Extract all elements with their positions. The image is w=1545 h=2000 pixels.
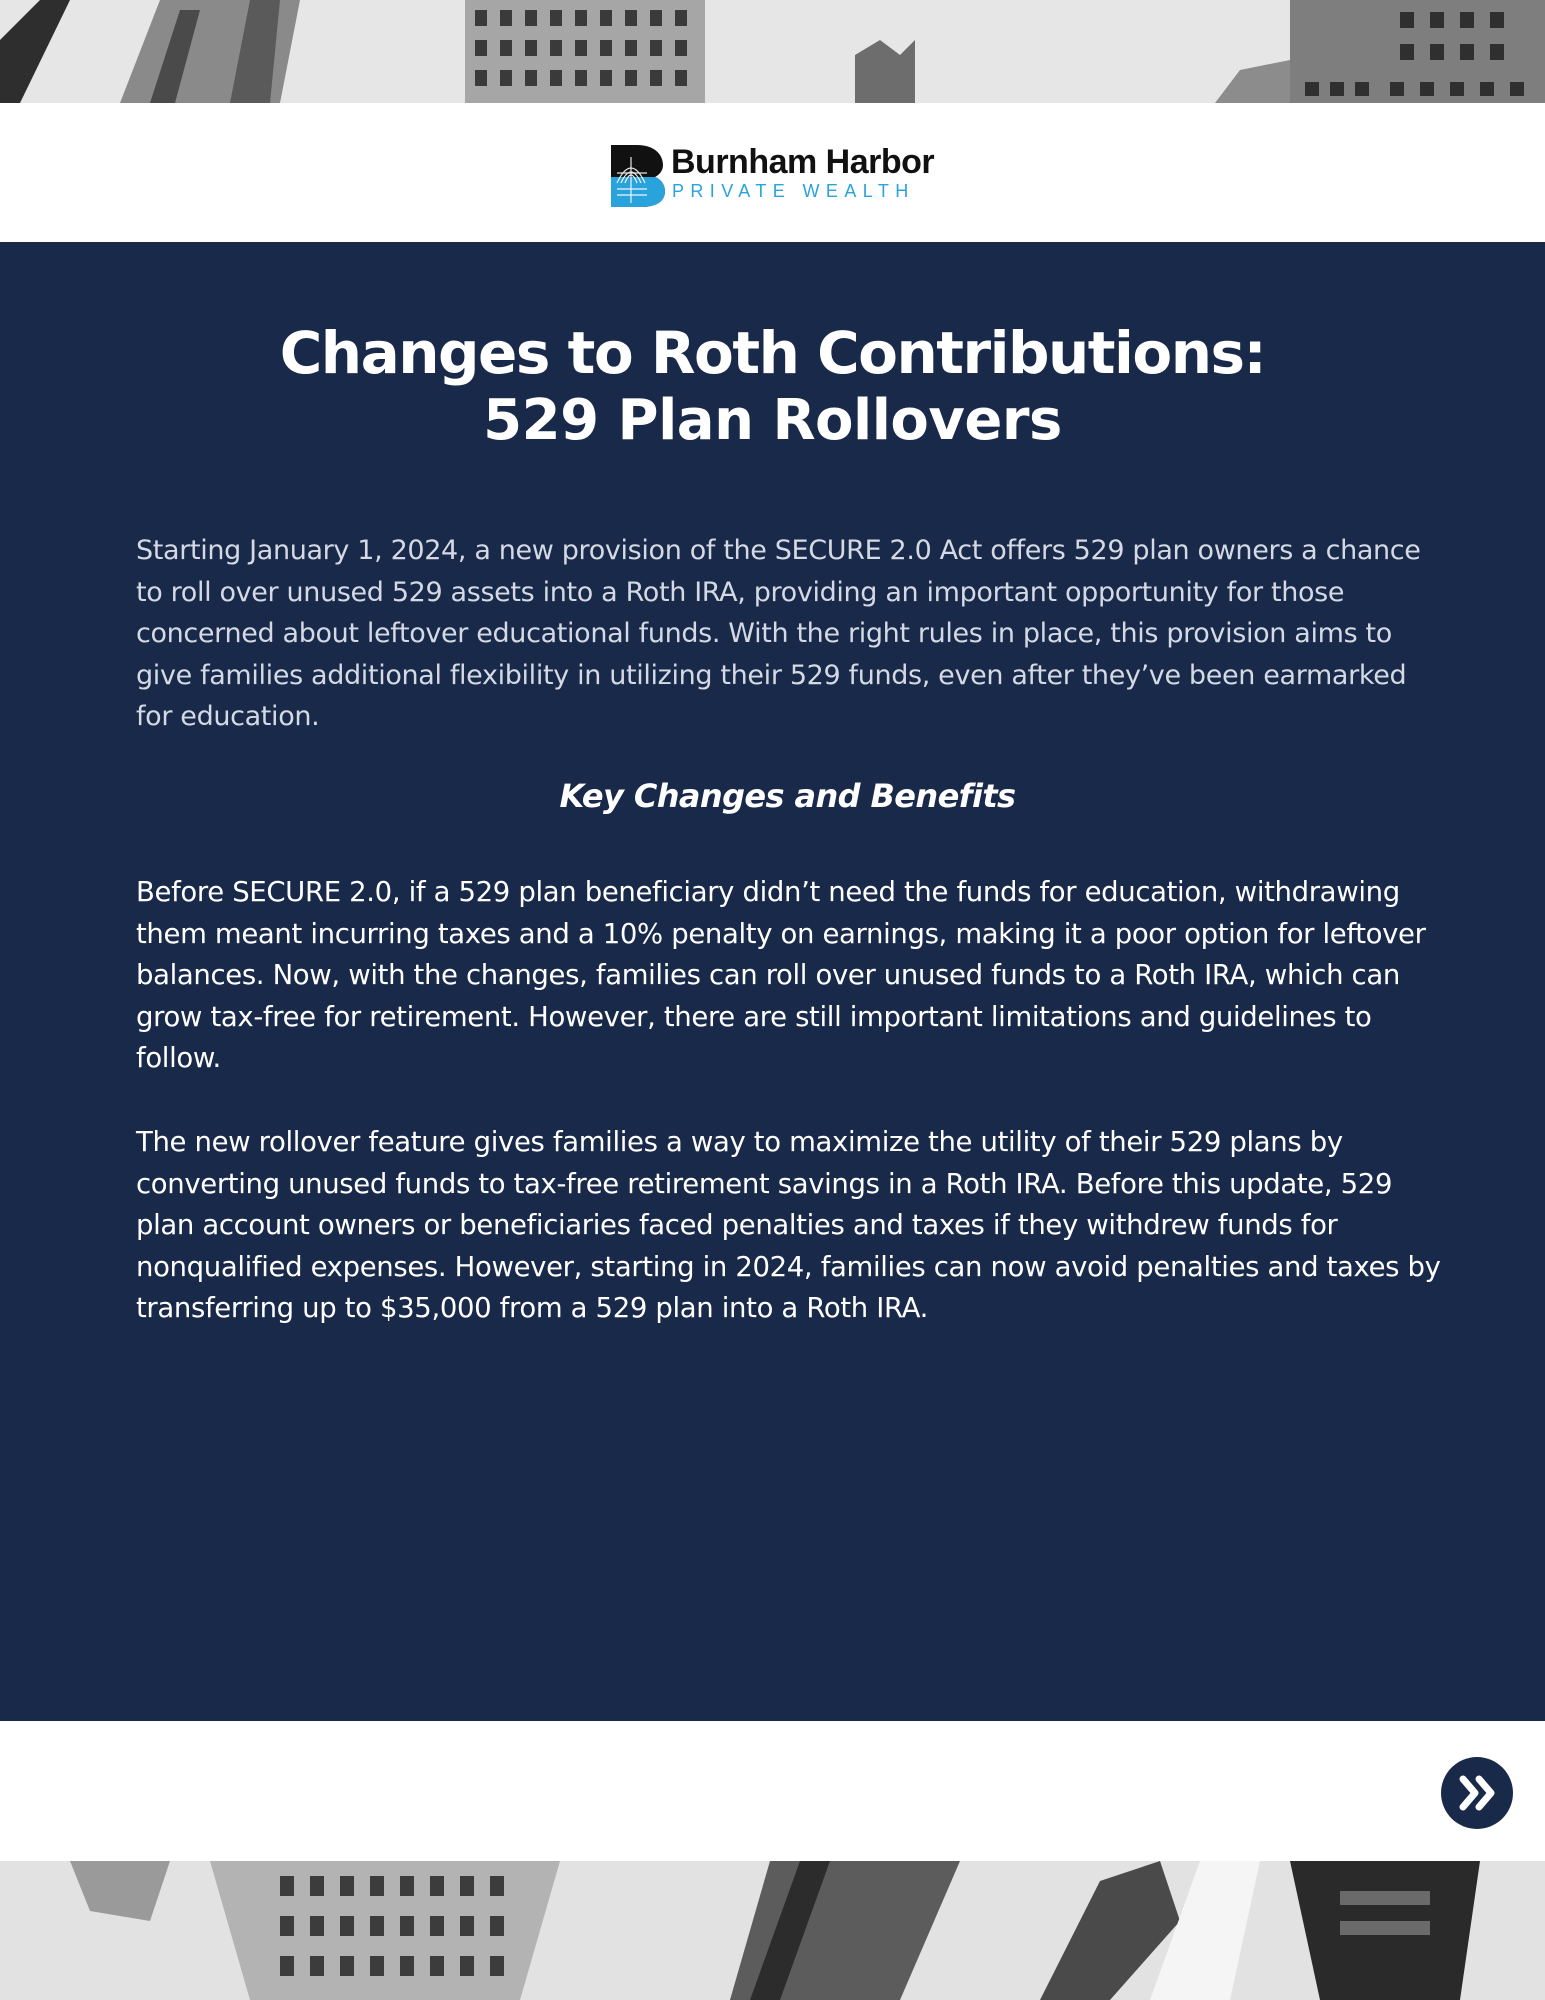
- footer-bar: [0, 1721, 1545, 1861]
- header-building-photo: [0, 0, 1545, 103]
- intro-paragraph: Starting January 1, 2024, a new provision of the SECURE 2.0 Act offers 529 plan owners a chance to roll over unused 529 assets into a Roth IRA, providing an important opportunity for those concerned about leftover educational funds. With the right rules in place, this provision aims to give families additional flexibility in utilizing their 529 funds, even after they’ve been earmarked for education.: [136, 535, 1421, 733]
- next-page-button[interactable]: [1441, 1757, 1513, 1829]
- body-paragraph: The new rollover feature gives families a way to maximize the utility of their 529 plans by converting unused funds to tax-free retirement savings in a Roth IRA. Before this update, 529 plan account owners or beneficiaries faced penalties and taxes if they withdrew funds for nonqualified expenses. However, starting in 2024, families can now avoid penalties and taxes by transferring up to $35,000 from a 529 plan into a Roth IRA.: [136, 1126, 1441, 1325]
- title-subtitle: 529 Plan Rollovers: [483, 388, 1062, 453]
- page-title: [0, 319, 1545, 455]
- title-main: Changes to Roth Contributions:: [279, 319, 1266, 387]
- brand-logo[interactable]: [609, 141, 939, 209]
- logo-header: [0, 103, 1545, 242]
- article-panel: [0, 242, 1545, 1721]
- section-heading: Key Changes and Benefits: [559, 777, 1016, 815]
- brand-tagline: PRIVATE WEALTH: [672, 181, 915, 201]
- brand-name: Burnham Harbor: [671, 143, 935, 181]
- building-globe-logo-icon: [609, 143, 665, 207]
- double-chevron-right-icon: [1441, 1757, 1513, 1829]
- footer-building-photo: [0, 1861, 1545, 2000]
- body-paragraph: Before SECURE 2.0, if a 529 plan beneficiary didn’t need the funds for education, withdrawing them meant incurring taxes and a 10% penalty on earnings, making it a poor option for leftover balances. Now, with the changes, families can roll over unused funds to a Roth IRA, which can grow tax-free for retirement. However, there are still important limitations and guidelines to follow.: [136, 876, 1426, 1075]
